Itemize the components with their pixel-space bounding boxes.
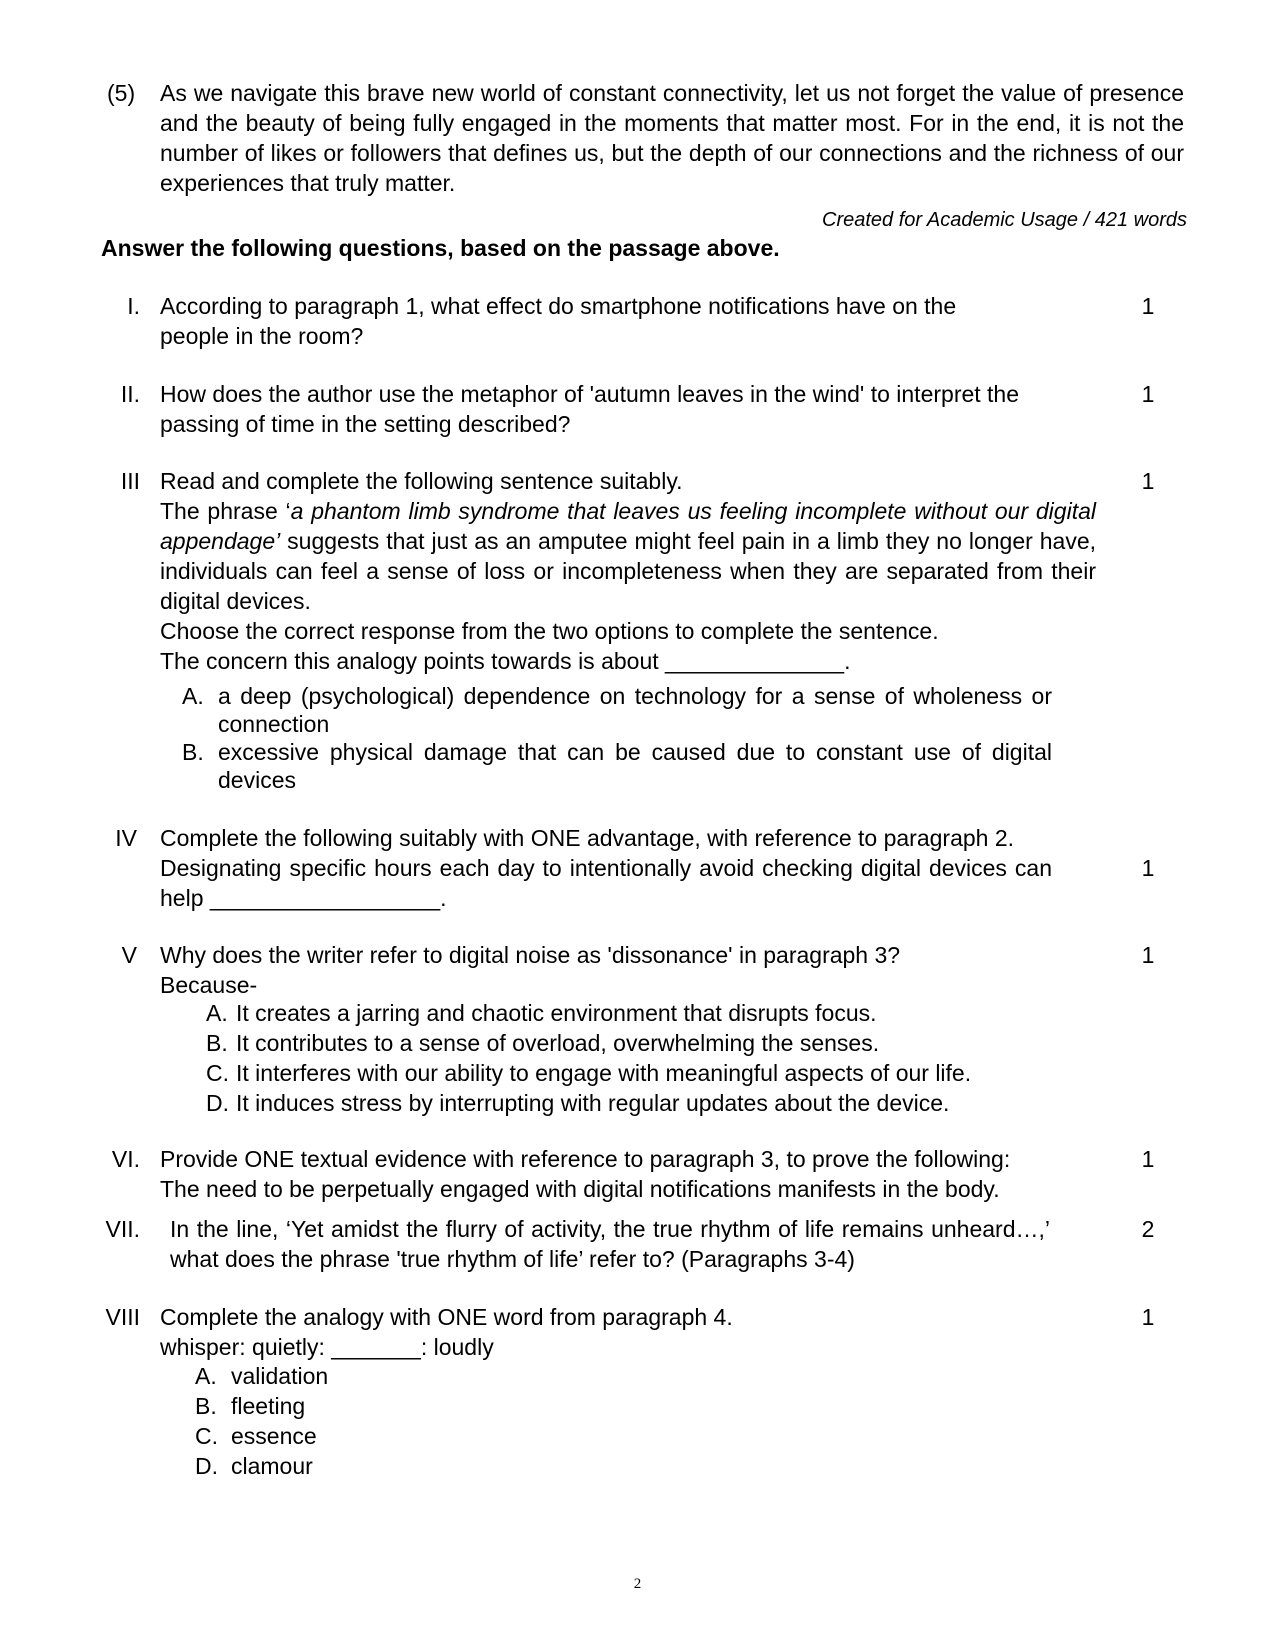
option-text: It creates a jarring and chaotic environment that disrupts focus. <box>236 1000 877 1026</box>
question-number: VI. <box>111 1146 140 1172</box>
phrase-prefix: The phrase ‘ <box>160 498 291 524</box>
quoted-phrase: a phantom limb syndrome that leaves us feeling incomplete without our digital appendage’ <box>160 498 1096 554</box>
question-body <box>160 940 1096 1000</box>
option-label: A. <box>182 683 204 709</box>
question-instruction: Provide ONE textual evidence with reference to paragraph 3, to prove the following: <box>160 1146 1011 1172</box>
option-label: C. <box>206 1060 229 1086</box>
option-text: clamour <box>231 1453 313 1479</box>
question-body <box>160 1302 1096 1362</box>
question-marks: 1 <box>1141 468 1155 494</box>
option-text: It interferes with our ability to engage with meaningful aspects of our life. <box>236 1060 972 1086</box>
option-text: It induces stress by interrupting with regular updates about the device. <box>236 1090 950 1116</box>
option-a <box>195 1361 595 1391</box>
question-marks: 1 <box>1141 381 1155 407</box>
option-b <box>195 1391 595 1421</box>
question-marks: 2 <box>1141 1216 1155 1242</box>
question-instruction: Complete the analogy with ONE word from paragraph 4. <box>160 1304 733 1330</box>
option-label: B. <box>206 1030 228 1056</box>
question-number: II. <box>120 381 140 407</box>
paragraph-text: As we navigate this brave new world of constant connectivity, let us not forget the value of presence and the beauty of being fully engaged in the moments that matter most. For in the end, it is not the number of likes or followers that defines us, but the depth of our connections and the richness of our experiences that truly matter. <box>160 80 1184 196</box>
question-8-options <box>195 1361 595 1481</box>
question-body <box>160 823 1096 913</box>
question-marks: 1 <box>1141 1146 1155 1172</box>
question-number: III <box>120 468 140 494</box>
option-b <box>206 1028 1066 1058</box>
option-text: excessive physical damage that can be caused due to constant use of digital devices <box>218 739 1052 793</box>
question-body <box>160 1144 1096 1204</box>
option-b <box>182 738 1052 794</box>
page-number: 2 <box>633 1576 642 1592</box>
question-marks: 1 <box>1141 293 1155 319</box>
passage-credit: Created for Academic Usage / 421 words <box>822 209 1187 231</box>
option-label: B. <box>195 1393 217 1419</box>
option-label: D. <box>206 1090 229 1116</box>
instructions-heading: Answer the following questions, based on the passage above. <box>101 235 780 261</box>
question-marks: 1 <box>1141 1304 1155 1330</box>
analogy-prompt: whisper: quietly: _______: loudly <box>160 1334 494 1360</box>
option-a <box>182 682 1052 738</box>
option-d <box>206 1088 1066 1118</box>
phrase-explanation: suggests that just as an amputee might feel pain in a limb they no longer have, individuals can feel a sense of loss or incompleteness when they are separated from their digital devices. <box>160 528 1096 614</box>
question-statement: The need to be perpetually engaged with digital notifications manifests in the body. <box>160 1176 1000 1202</box>
question-marks: 1 <box>1141 942 1155 968</box>
option-text: essence <box>231 1423 317 1449</box>
option-a <box>206 998 1066 1028</box>
option-text: It contributes to a sense of overload, overwhelming the senses. <box>236 1030 880 1056</box>
question-phrase-paragraph <box>160 496 1096 616</box>
option-label: C. <box>195 1423 218 1449</box>
option-text: a deep (psychological) dependence on technology for a sense of wholeness or connection <box>218 683 1052 737</box>
question-number: VIII <box>105 1304 140 1330</box>
question-instruction: Complete the following suitably with ONE advantage, with reference to paragraph 2. <box>160 825 1015 851</box>
question-lead: Because- <box>160 972 258 998</box>
option-text: validation <box>231 1363 329 1389</box>
option-d <box>195 1451 595 1481</box>
question-body <box>160 466 1096 676</box>
question-concern-line: The concern this analogy points towards is about ______________. <box>160 648 851 674</box>
question-number: VII. <box>105 1216 140 1242</box>
question-3-options <box>182 682 1052 794</box>
question-number: V <box>121 942 137 968</box>
question-number: I. <box>127 293 140 319</box>
paragraph-number: (5) <box>107 80 136 106</box>
option-label: B. <box>182 739 204 765</box>
option-text: fleeting <box>231 1393 306 1419</box>
question-text: According to paragraph 1, what effect do smartphone notifications have on the people in the room? <box>160 293 957 349</box>
question-text: In the line, ‘Yet amidst the flurry of activity, the true rhythm of life remains unheard…,’ what does the phrase 'true rhythm of life’ refer to? (Paragraphs 3-4) <box>170 1216 1050 1272</box>
question-marks: 1 <box>1141 855 1155 881</box>
question-text: Why does the writer refer to digital noise as 'dissonance' in paragraph 3? <box>160 942 901 968</box>
option-label: A. <box>195 1363 217 1389</box>
question-prompt: Designating specific hours each day to intentionally avoid checking digital devices can help __________________. <box>160 855 1052 911</box>
option-label: A. <box>206 1000 228 1026</box>
question-number: IV <box>115 825 137 851</box>
question-text: How does the author use the metaphor of 'autumn leaves in the wind' to interpret the passing of time in the setting described? <box>160 381 1020 437</box>
question-choose-line: Choose the correct response from the two options to complete the sentence. <box>160 618 939 644</box>
question-instruction: Read and complete the following sentence suitably. <box>160 468 683 494</box>
question-5-options <box>206 998 1066 1118</box>
option-label: D. <box>195 1453 218 1479</box>
option-c <box>195 1421 595 1451</box>
option-c <box>206 1058 1066 1088</box>
